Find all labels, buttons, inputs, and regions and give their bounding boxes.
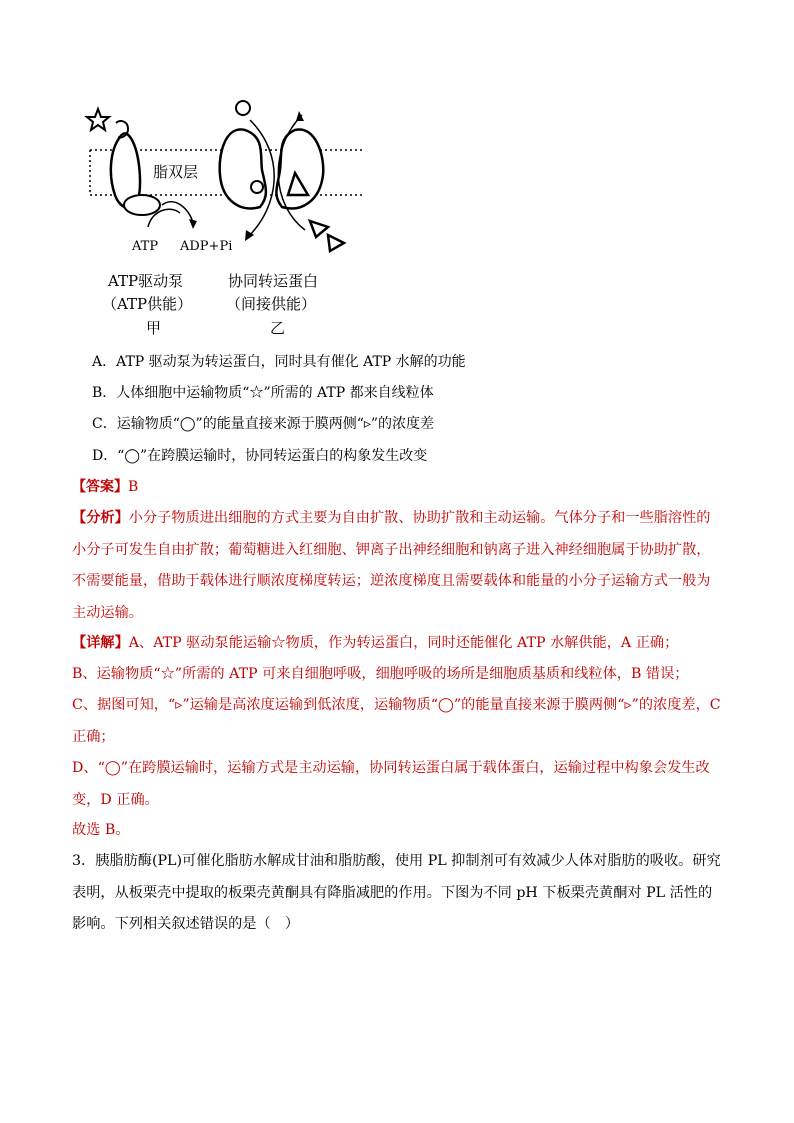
detail-a-text: A、ATP 驱动泵能运输☆物质，作为转运蛋白，同时还能催化 ATP 水解供能，A 正确；: [128, 635, 679, 651]
analysis-tag: 【分析】: [72, 510, 129, 526]
question-3: 3．胰脂肪酶(PL)可催化脂肪水解成甘油和脂肪酸，使用 PL 抑制剂可有效减少人体对脂肪的吸收。研究表明，从板栗壳中提取的板栗壳黄酮具有降脂减肥的作用。下图为不同 pH 下板栗壳黄酮对 PL 活性的影响。下列相关叙述错误的是（ ）: [72, 853, 721, 932]
detail-c: C、据图可知，“▹”运输是高浓度运输到低浓度，运输物质“◯”的能量直接来源于膜两侧“▹”的浓度差，C 正确；: [72, 697, 721, 745]
detail-tag: 【详解】: [72, 635, 129, 651]
detail-a: [72, 628, 724, 660]
transport-figure: [80, 95, 380, 340]
answer-line: [72, 477, 724, 497]
triangle-substance-below-2: [328, 235, 344, 251]
analysis-text: 小分子物质进出细胞的方式主要为自由扩散、协助扩散和主动运输。气体分子和一些脂溶性的小分子可发生自由扩散；葡萄糖进入红细胞、钾离子出神经细胞和钠离子进入神经细胞属于协助扩散，不需要能量，借助于载体进行顺浓度梯度转运；逆浓度梯度且需要载体和能量的小分子运输方式一般为主动运输。: [72, 510, 711, 621]
atp-binding-site: [124, 195, 160, 215]
membrane-label: 脂双层: [153, 163, 199, 181]
analysis-paragraph: [72, 503, 724, 629]
detail-b: B、运输物质“☆”所需的 ATP 可来自细胞呼吸，细胞呼吸的场所是细胞质基质和线粒体，B 错误；: [72, 666, 689, 682]
adp-label: ADP+Pi: [180, 239, 233, 254]
answer-tag: 【答案】: [72, 479, 128, 495]
detail-conclusion: 故选 B。: [72, 822, 130, 838]
cotransporter-right: [276, 129, 323, 208]
atp-label: ATP: [132, 239, 159, 254]
star-icon: [87, 109, 109, 130]
option-c: C．运输物质“◯”的能量直接来源于膜两侧“▹”的浓度差: [92, 416, 435, 432]
cotransporter-left: [220, 129, 266, 208]
option-d: D．“◯”在跨膜运输时，协同转运蛋白的构象发生改变: [92, 448, 428, 464]
circle-substance-outside: [236, 101, 250, 115]
option-a: A．ATP 驱动泵为转运蛋白，同时具有催化 ATP 水解的功能: [92, 354, 466, 370]
cotransport-name: 协同转运蛋白: [228, 272, 319, 290]
answer-value: B: [128, 479, 139, 495]
detail-d: D、“◯”在跨膜运输时，运输方式是主动运输，协同转运蛋白属于载体蛋白，运输过程中构象会发生改变，D 正确。: [72, 760, 710, 808]
pump-letter: 甲: [146, 319, 162, 337]
cotransport-letter: 乙: [270, 319, 286, 337]
triangle-substance-below-1: [310, 221, 328, 237]
cotransport-energy: （间接供能）: [226, 295, 317, 313]
option-b: B．人体细胞中运输物质“☆”所需的 ATP 都来自线粒体: [92, 385, 434, 401]
pump-name: ATP驱动泵: [108, 272, 184, 290]
pump-energy: （ATP供能）: [102, 295, 193, 313]
